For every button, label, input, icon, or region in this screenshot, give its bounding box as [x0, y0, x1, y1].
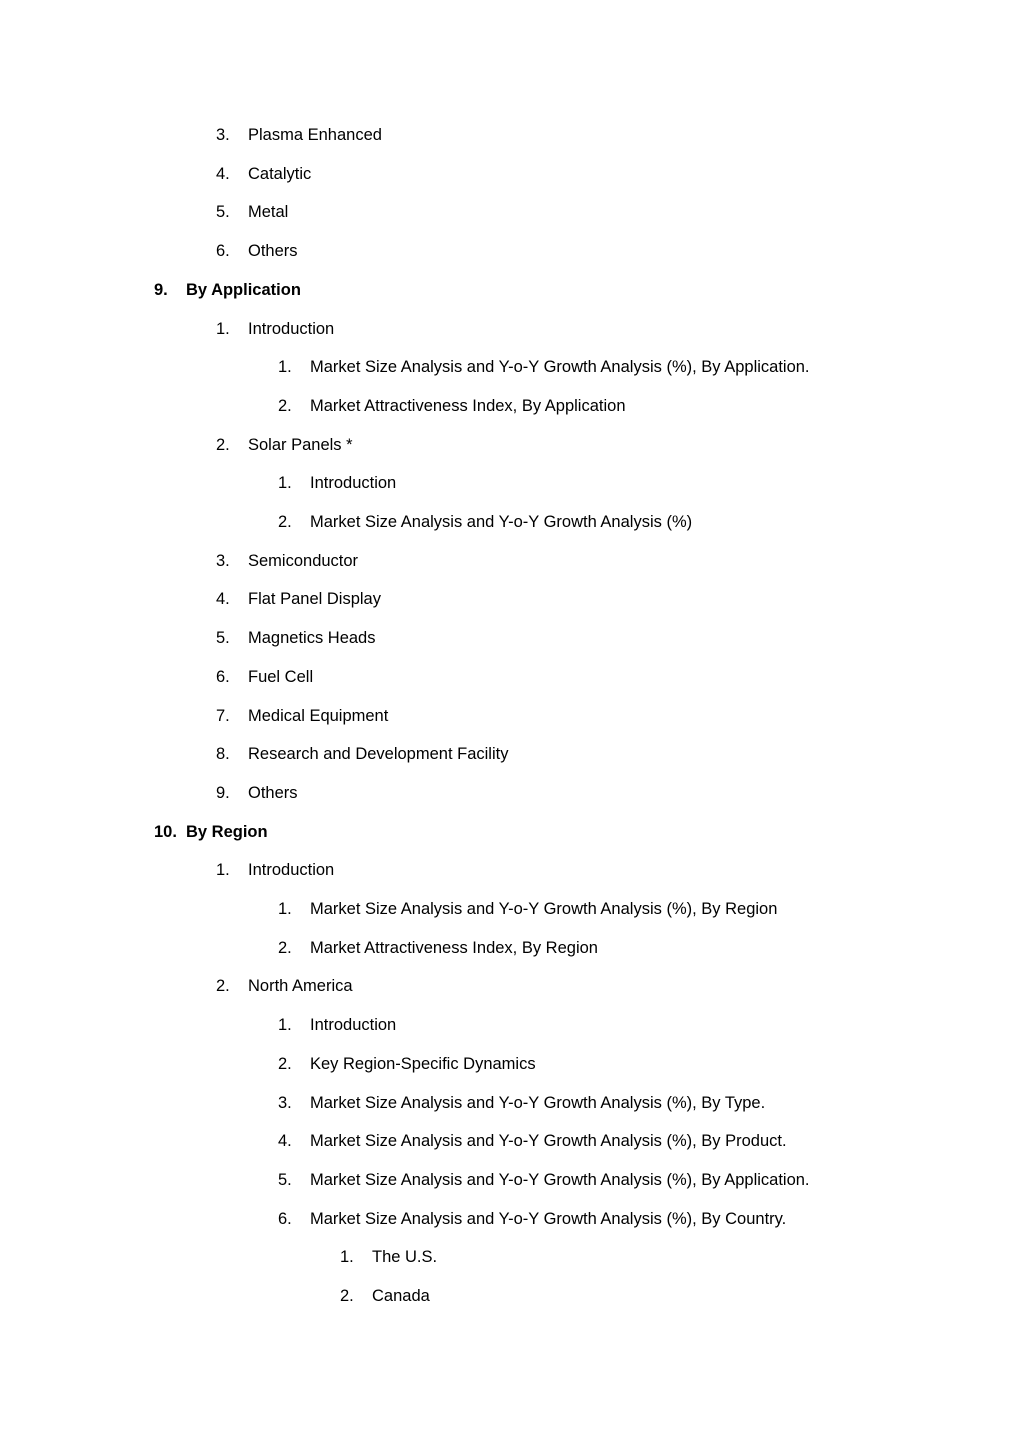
- list-text: Canada: [372, 1287, 430, 1305]
- list-number: 7.: [216, 706, 230, 725]
- list-text: Market Attractiveness Index, By Application: [310, 396, 626, 415]
- list-number: 4.: [278, 1132, 292, 1151]
- list-number: 2.: [340, 1287, 354, 1305]
- list-number: 4.: [216, 164, 230, 183]
- list-text: Fuel Cell: [248, 667, 314, 686]
- list-number: 2.: [216, 435, 230, 454]
- list-text: Key Region-Specific Dynamics: [310, 1054, 536, 1073]
- list-text: Market Size Analysis and Y-o-Y Growth Analysis (%), By Application.: [310, 358, 810, 377]
- list-number: 2.: [278, 396, 292, 415]
- list-text: Flat Panel Display: [248, 590, 381, 609]
- list-text: Market Size Analysis and Y-o-Y Growth Analysis (%), By Application.: [310, 1170, 810, 1189]
- list-text: Solar Panels *: [248, 435, 353, 454]
- list-number: 6.: [216, 242, 230, 261]
- list-text: Market Size Analysis and Y-o-Y Growth Analysis (%), By Product.: [310, 1132, 787, 1151]
- list-text: Plasma Enhanced: [248, 126, 382, 144]
- list-text: By Region: [186, 822, 268, 841]
- list-text: Introduction: [248, 319, 335, 338]
- list-text: North America: [248, 977, 353, 996]
- list-number: 6.: [216, 667, 230, 686]
- list-number: 8.: [216, 745, 230, 764]
- list-number: 3.: [216, 126, 230, 144]
- list-number: 1.: [278, 358, 292, 377]
- list-text: Others: [248, 242, 298, 261]
- list-text: Market Size Analysis and Y-o-Y Growth Analysis (%), By Type.: [310, 1093, 766, 1112]
- list-text: Magnetics Heads: [248, 629, 376, 648]
- list-text: Catalytic: [248, 164, 312, 183]
- list-text: Market Size Analysis and Y-o-Y Growth Analysis (%), By Region: [310, 900, 778, 918]
- list-number: 9.: [154, 280, 168, 299]
- list-text: Semiconductor: [248, 551, 359, 570]
- list-text: Market Size Analysis and Y-o-Y Growth Analysis (%), By Country.: [310, 1209, 787, 1228]
- list-number: 1.: [340, 1248, 354, 1267]
- list-text: Market Attractiveness Index, By Region: [310, 938, 598, 957]
- list-number: 6.: [278, 1209, 292, 1228]
- list-text: Medical Equipment: [248, 706, 389, 725]
- list-number: 1.: [216, 319, 230, 338]
- list-number: 1.: [278, 1016, 292, 1035]
- list-number: 3.: [278, 1093, 292, 1112]
- list-text: By Application: [186, 280, 301, 299]
- list-number: 2.: [216, 977, 230, 996]
- list-number: 1.: [278, 900, 292, 918]
- list-number: 1.: [216, 861, 230, 880]
- list-text: The U.S.: [372, 1248, 438, 1267]
- list-number: 5.: [216, 629, 230, 648]
- list-number: 4.: [216, 590, 230, 609]
- list-number: 9.: [216, 783, 230, 802]
- list-text: Introduction: [310, 1016, 397, 1035]
- list-text: Introduction: [310, 474, 397, 493]
- list-number: 3.: [216, 551, 230, 570]
- list-number: 2.: [278, 1054, 292, 1073]
- list-number: 2.: [278, 938, 292, 957]
- list-number: 5.: [278, 1170, 292, 1189]
- list-number: 5.: [216, 203, 230, 222]
- list-text: Others: [248, 783, 298, 802]
- list-number: 2.: [278, 513, 292, 531]
- list-text: Metal: [248, 203, 289, 222]
- list-text: Research and Development Facility: [248, 745, 509, 764]
- list-number: 1.: [278, 474, 292, 493]
- list-text: Market Size Analysis and Y-o-Y Growth Analysis (%): [310, 513, 693, 531]
- list-text: Introduction: [248, 861, 335, 880]
- list-number: 10.: [154, 822, 177, 841]
